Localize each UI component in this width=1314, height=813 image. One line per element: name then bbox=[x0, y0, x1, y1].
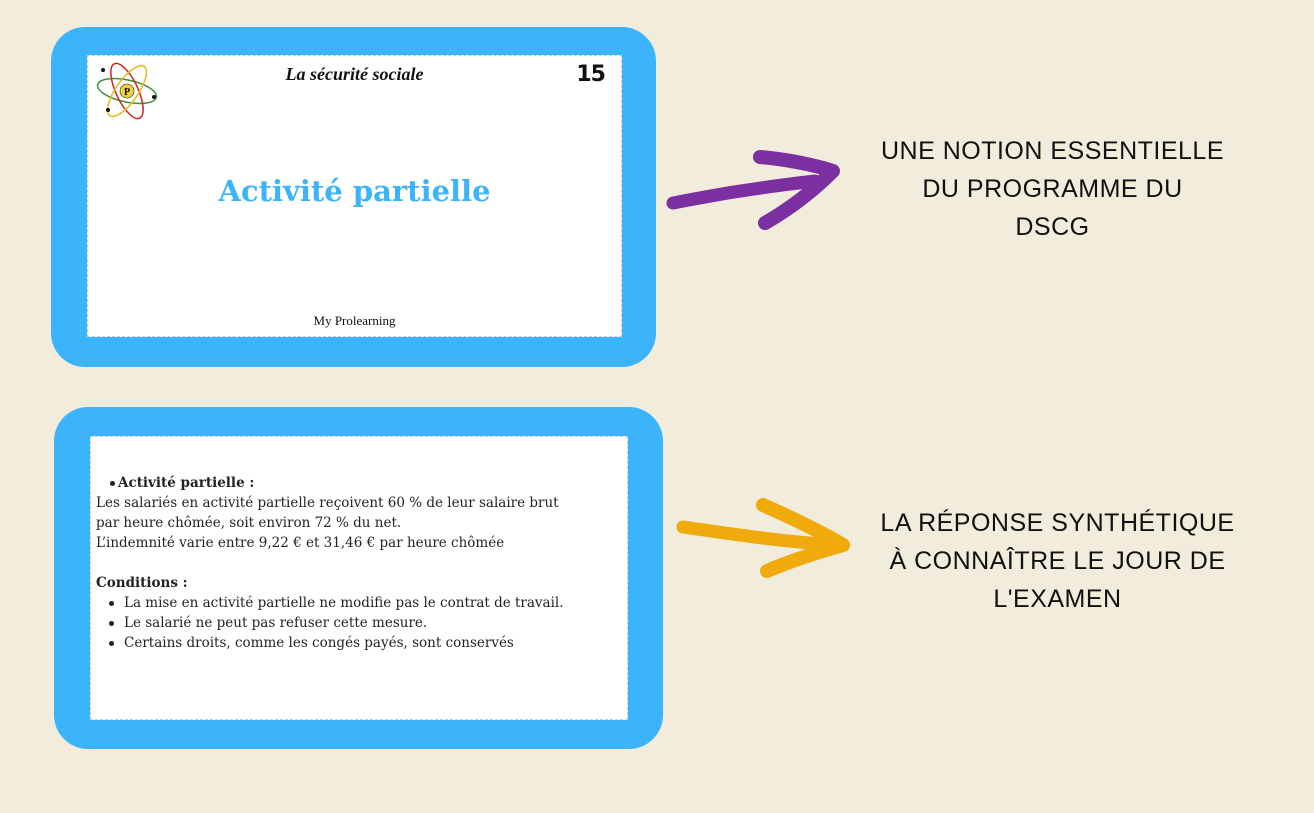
card-footer: My Prolearning bbox=[313, 313, 396, 328]
logo-letter: P bbox=[123, 87, 131, 98]
caption-line: LA RÉPONSE SYNTHÉTIQUE bbox=[880, 509, 1235, 537]
condition-item: Le salarié ne peut pas refuser cette mesure. bbox=[96, 613, 621, 633]
answer-line: L’indemnité varie entre 9,22 € et 31,46 € par heure chômée bbox=[96, 535, 505, 551]
conditions-heading: Conditions : bbox=[96, 575, 188, 591]
card-number: 15 bbox=[576, 62, 605, 87]
back-card bbox=[90, 436, 628, 720]
answer-line: par heure chômée, soit environ 72 % du net. bbox=[96, 515, 402, 531]
caption-line: DSCG bbox=[1015, 213, 1090, 241]
condition-item: Certains droits, comme les congés payés, sont conservés bbox=[96, 633, 621, 653]
card-topic: Activité partielle bbox=[218, 174, 491, 208]
answer-heading: Activité partielle : bbox=[96, 473, 621, 493]
front-card bbox=[87, 55, 622, 337]
caption-essential-notion bbox=[850, 132, 1255, 246]
purple-arrow-icon bbox=[665, 145, 845, 235]
caption-line: DU PROGRAMME DU bbox=[922, 175, 1183, 203]
yellow-arrow-icon bbox=[675, 495, 855, 580]
caption-line: À CONNAÎTRE LE JOUR DE bbox=[889, 547, 1226, 575]
caption-synthetic-answer bbox=[850, 504, 1265, 618]
answer-line: Les salariés en activité partielle reçoivent 60 % de leur salaire brut bbox=[96, 495, 559, 511]
chapter-title: La sécurité sociale bbox=[285, 64, 424, 84]
condition-item: La mise en activité partielle ne modifie pas le contrat de travail. bbox=[96, 593, 621, 613]
caption-line: UNE NOTION ESSENTIELLE bbox=[880, 137, 1225, 165]
back-card-content bbox=[96, 473, 621, 653]
caption-line: L'EXAMEN bbox=[993, 585, 1122, 613]
